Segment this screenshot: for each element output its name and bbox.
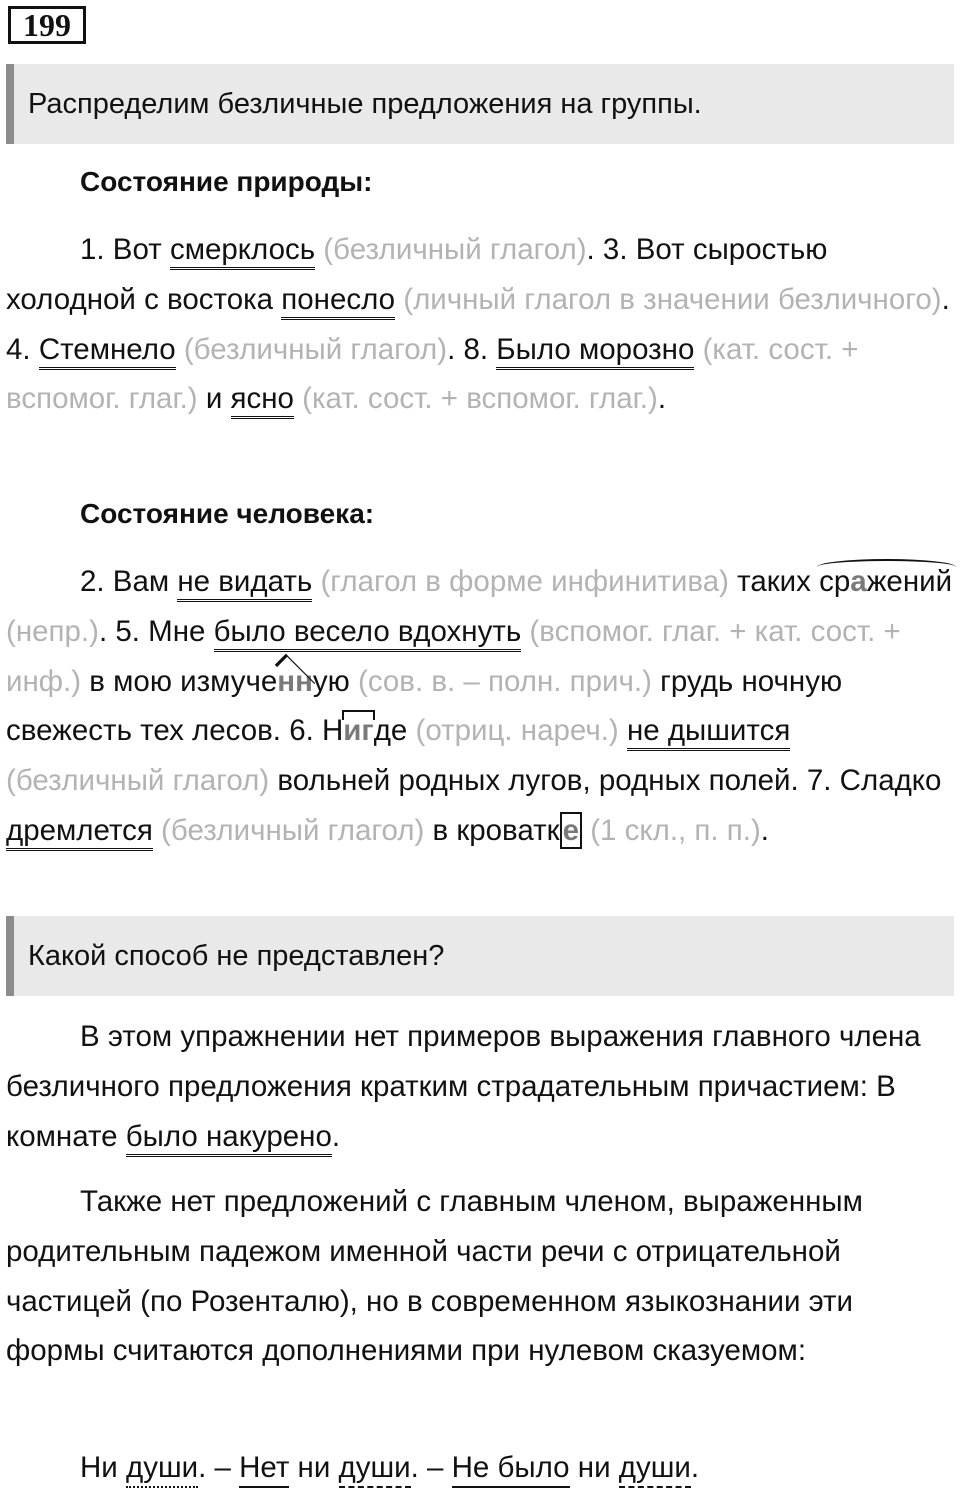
predicate-word: Не было [452,1451,570,1488]
predicate: Стемнело [39,333,176,370]
predicate: не видать [177,565,312,602]
predicate-word: Нет [239,1451,289,1488]
paragraph-nature: 1. Вот смерклось (безличный глагол). 3. Вот сыростью холодной с востока понесло (личный глагол в значении безличного). 4. Стемнело (безличный глагол). 8. Было морозно (кат. сост. + вспомог. глаг.) и ясно (кат. сост. + вспомог. глаг.). [6,225,956,424]
annotation: (глагол в форме инфинитива) [312,565,729,598]
annotation: (личный глагол в значении безличного) [395,282,942,316]
annotation: (безличный глагол) [152,813,425,847]
paragraph-genitive: Также нет предложений с главным членом, выраженным родительным падежом именной части речи с отрицательной частицей (по Розенталю), но в современном языкознании эти формы считаются дополнениями при нулевом сказуемом: [6,1185,863,1368]
predicate: не дышится [627,714,790,751]
root-arc-word: сражений [819,565,953,598]
predicate: было накурено [126,1120,332,1157]
object-word: души [126,1451,198,1488]
banner-question [6,916,954,996]
annotation: (1 скл., п. п.) [582,813,761,847]
predicate: дремлется [6,814,153,851]
annotation: (непр.) [6,614,99,648]
predicate: смерклось [170,233,315,270]
annotation: (вспомог. глаг. + кат. сост. + инф.) [6,614,901,698]
exercise-number: 199 [8,6,86,44]
annotation: (кат. сост. + вспомог. глаг.) [6,332,859,416]
object-word: души [619,1451,691,1488]
annotation: (сов. в. – полн. прич.) [349,664,652,698]
object-word: души [339,1451,411,1488]
predicate: понесло [281,283,395,320]
heading-human: Состояние человека: [80,498,375,529]
banner-groups-text: Распределим безличные предложения на группы. [28,88,702,120]
banner-question-text: Какой способ не представлен? [28,940,445,972]
annotation: (безличный глагол) [175,332,448,366]
banner-groups [6,64,954,144]
paragraph-examples: Ни души. – Нет ни души. – Не было ни души. [6,1443,956,1493]
annotation: (отриц. нареч.) [407,714,619,748]
predicate: было весело вдохнуть [214,615,522,652]
annotation: (кат. сост. + вспомог. глаг.) [293,382,658,416]
predicate: ясно [231,382,294,419]
predicate: Было морозно [496,333,694,370]
suffix-mark: нн [277,664,313,698]
prefix-mark: иг [343,714,374,748]
ending-box: е [560,812,582,849]
paragraph-human: 2. Вам не видать (глагол в форме инфинитива) таких сражений (непр.). 5. Мне было весело вдохнуть (вспомог. глаг. + кат. сост. + инф.) в мою измученную (сов. в. – полн. прич.) грудь ночную свежесть тех лесов. 6. Нигде (отриц. нареч.) не дышится (безличный глагол) вольней родных лугов, родных полей. 7. Сладко дремлется (безличный глагол) в кроватк е (1 скл., п. п.). [6,557,956,856]
paragraph-missing-short-participle: В этом упражнении нет примеров выражения главного члена безличного предложения кратким страдательным причастием: В комнате было накурено. [6,1012,956,1161]
annotation: (безличный глагол) [315,233,587,266]
heading-nature: Состояние природы: [80,166,373,197]
annotation: (безличный глагол) [6,764,270,798]
